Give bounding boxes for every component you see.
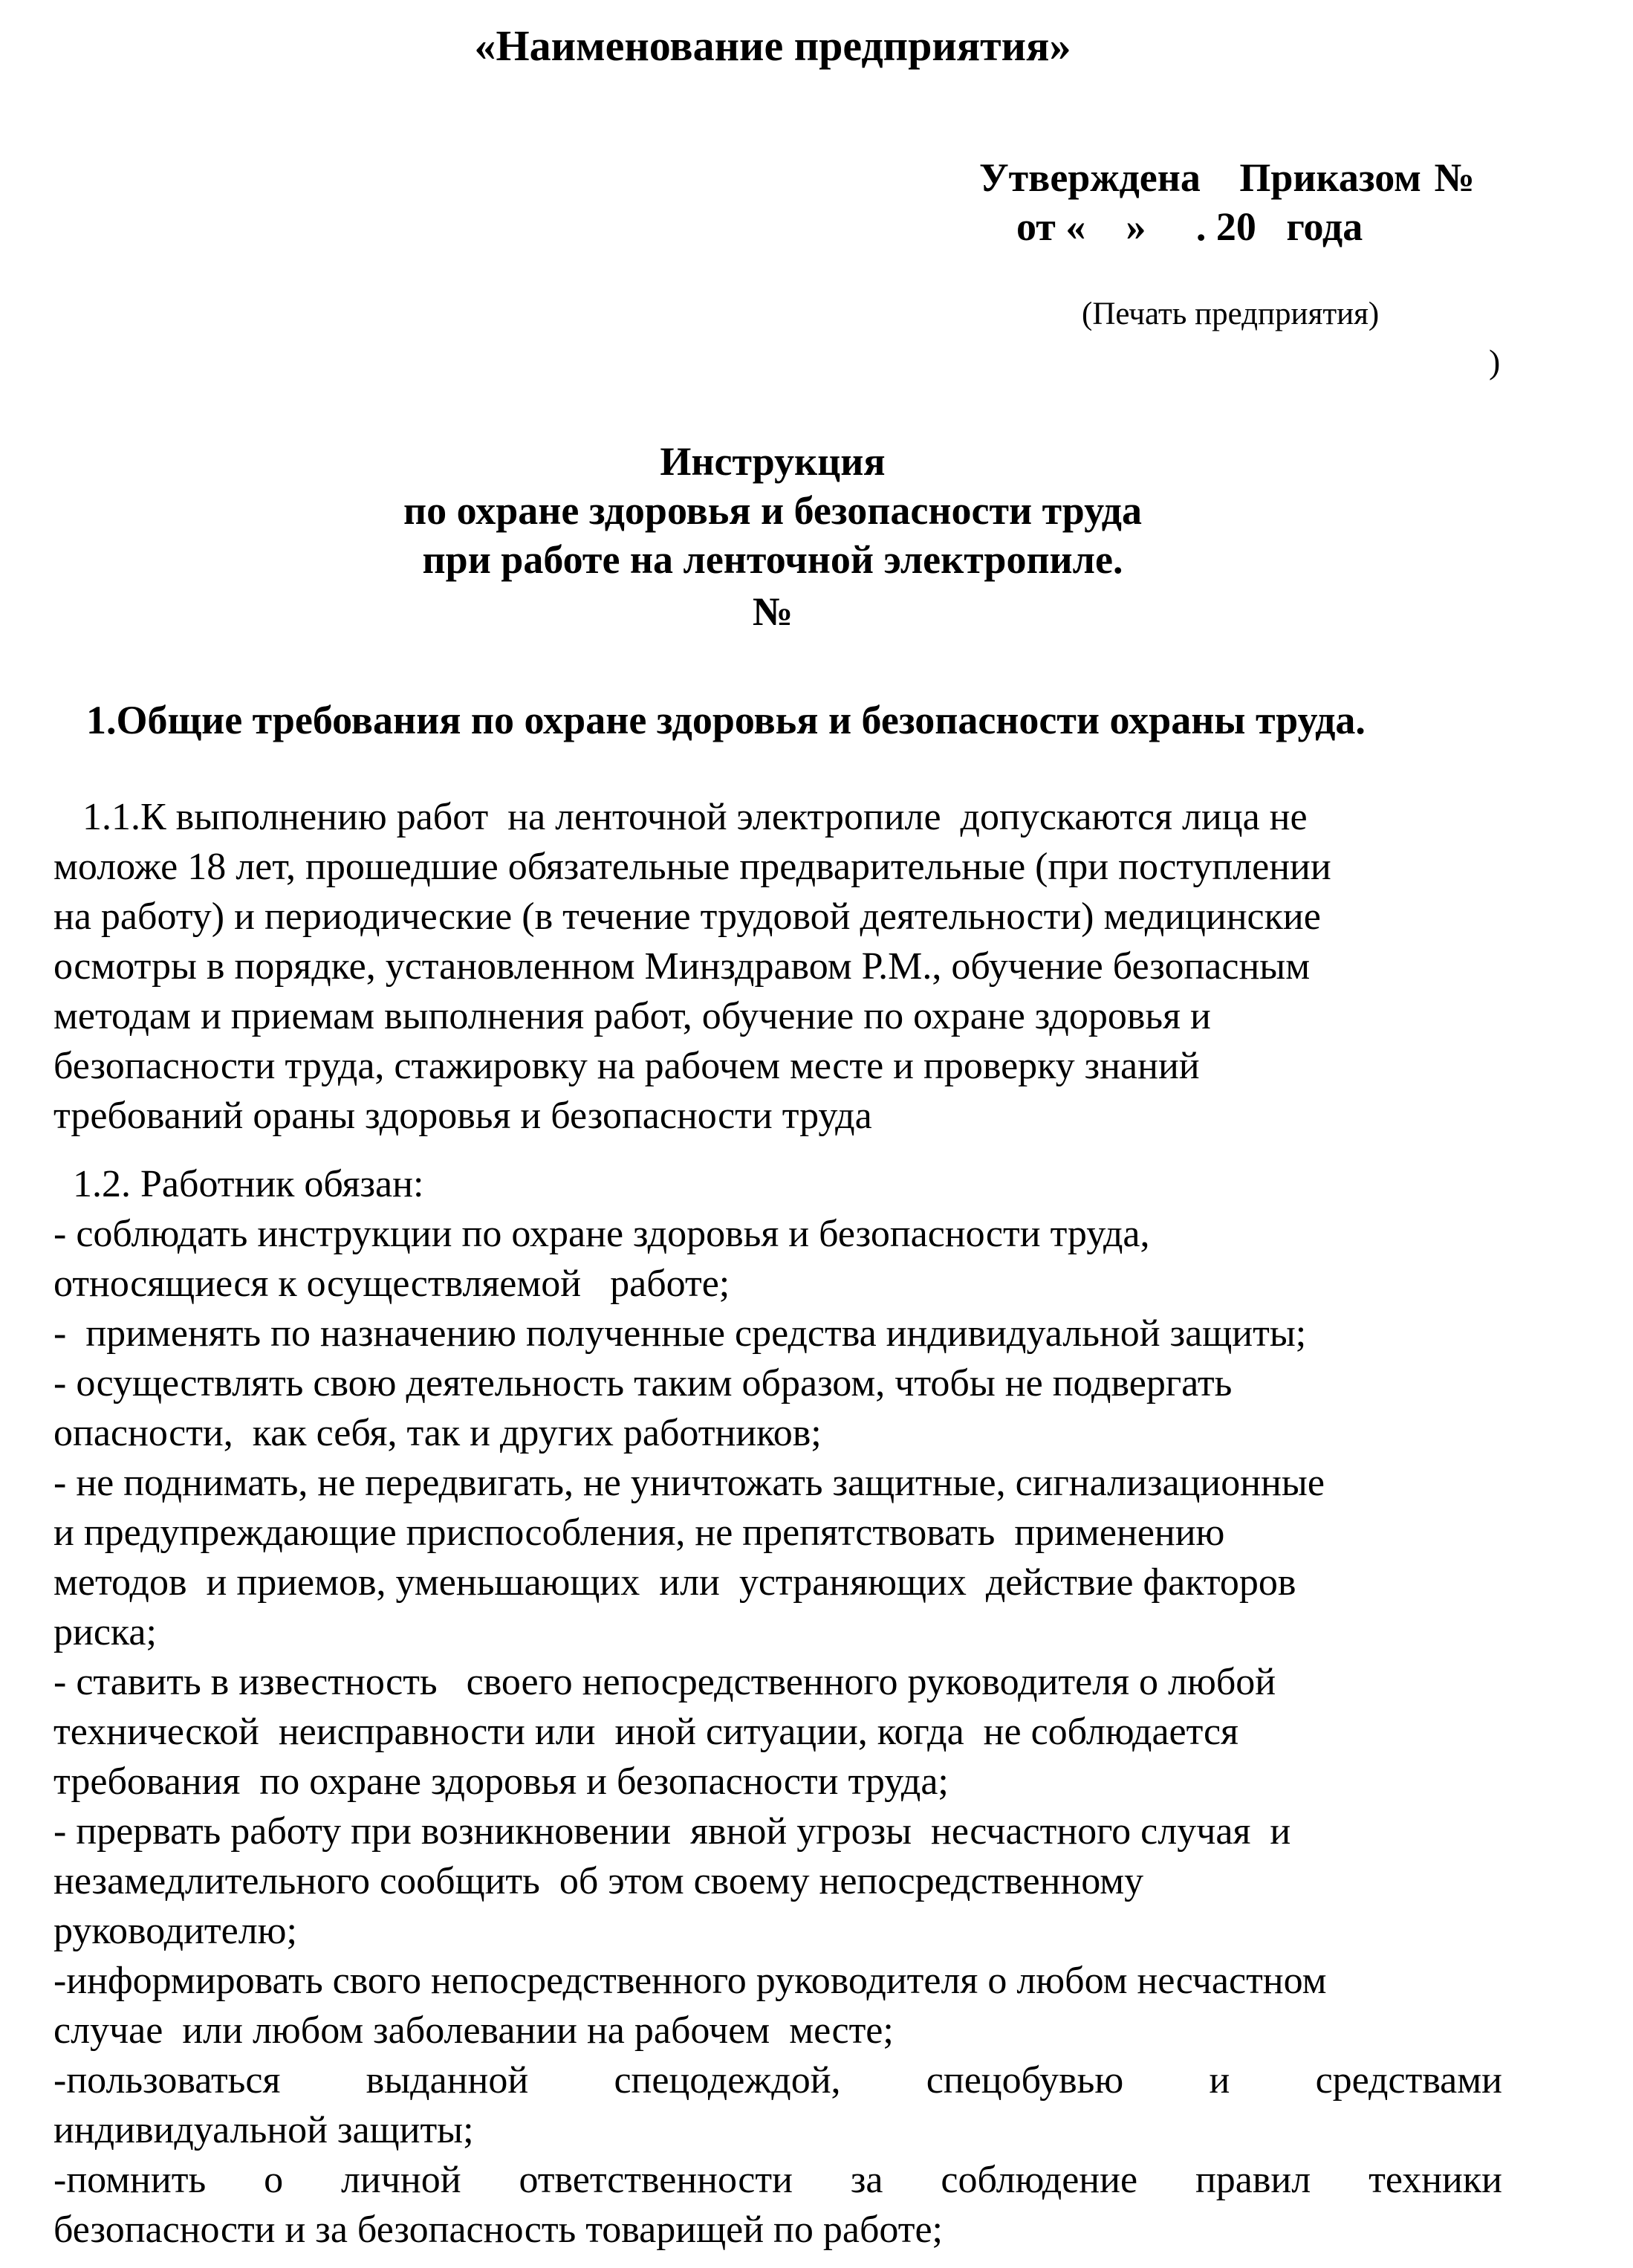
- word: соблюдение: [941, 2159, 1138, 2201]
- list-item-justified: [53, 2055, 1502, 2105]
- text-line: требования по охране здоровья и безопасности труда;: [53, 1760, 949, 1803]
- text-line: руководителю;: [53, 1910, 297, 1952]
- document-title: Инструкция: [660, 439, 886, 484]
- word: -помнить: [53, 2159, 207, 2201]
- approval-line-1: Утверждена Приказом №: [979, 155, 1475, 200]
- word: личной: [340, 2159, 461, 2201]
- text-line: индивидуальной защиты;: [53, 2109, 474, 2151]
- section-1-heading: 1.Общие требования по охране здоровья и безопасности охраны труда.: [86, 698, 1366, 742]
- stamp-placeholder: (Печать предприятия): [1082, 297, 1380, 331]
- text-line: 1.1.К выполнению работ на ленточной электропиле допускаются лица не: [53, 796, 1308, 838]
- organization-name: «Наименование предприятия»: [474, 22, 1071, 70]
- word: -пользоваться: [53, 2059, 281, 2102]
- text-line: технической неисправности или иной ситуации, когда не соблюдается: [53, 1711, 1238, 1753]
- list-item: - осуществлять свою деятельность таким образом, чтобы не подвергать: [53, 1362, 1233, 1404]
- list-item: - прервать работу при возникновении явной угрозы несчастного случая и: [53, 1810, 1291, 1853]
- word: спецодеждой,: [614, 2059, 841, 2102]
- text-line: требований ораны здоровья и безопасности труда: [53, 1095, 872, 1137]
- text-line: 1.2. Работник обязан:: [53, 1163, 424, 1205]
- text-line: методов и приемов, уменьшающих или устраняющих действие факторов: [53, 1561, 1296, 1604]
- text-line: на работу) и периодические (в течение трудовой деятельности) медицинские: [53, 895, 1321, 938]
- text-line: безопасности труда, стажировку на рабочем месте и проверку знаний: [53, 1045, 1200, 1087]
- text-line: случае или любом заболевании на рабочем месте;: [53, 2009, 894, 2052]
- list-item: - не поднимать, не передвигать, не уничтожать защитные, сигнализационные: [53, 1462, 1325, 1504]
- list-item: - ставить в известность своего непосредственного руководителя о любой: [53, 1661, 1276, 1703]
- document-subtitle-line-2: при работе на ленточной электропиле.: [422, 537, 1123, 582]
- text-line: моложе 18 лет, прошедшие обязательные предварительные (при поступлении: [53, 846, 1331, 888]
- word: выданной: [366, 2059, 529, 2102]
- word: и: [1209, 2059, 1230, 2102]
- text-line: осмотры в порядке, установленном Минздравом Р.М., обучение безопасным: [53, 945, 1311, 988]
- text-line: незамедлительного сообщить об этом своему непосредственному: [53, 1860, 1144, 1902]
- text-line: безопасности и за безопасность товарищей по работе;: [53, 2209, 943, 2251]
- approval-line-2: от « » . 20 года: [1016, 204, 1363, 249]
- word: о: [264, 2159, 284, 2201]
- document-number: №: [752, 589, 793, 634]
- closing-parenthesis: ): [1489, 343, 1501, 380]
- paragraph-1-1: [53, 792, 1502, 1141]
- text-line: относящиеся к осуществляемой работе;: [53, 1263, 730, 1305]
- document-subtitle-line-1: по охране здоровья и безопасности труда: [403, 488, 1143, 533]
- word: ответственности: [519, 2159, 793, 2201]
- word: спецобувью: [926, 2059, 1124, 2102]
- list-item-justified: [53, 2155, 1502, 2205]
- text-line: методам и приемам выполнения работ, обучение по охране здоровья и: [53, 995, 1211, 1037]
- text-line: и предупреждающие приспособления, не препятствовать применению: [53, 1512, 1225, 1554]
- word: за: [850, 2159, 883, 2201]
- word: техники: [1369, 2159, 1502, 2201]
- word: правил: [1195, 2159, 1311, 2201]
- word: средствами: [1315, 2059, 1502, 2102]
- list-item: -информировать свого непосредственного руководителя о любом несчастном: [53, 1960, 1327, 2002]
- text-line: опасности, как себя, так и других работников;: [53, 1412, 822, 1454]
- list-item: - применять по назначению полученные средства индивидуальной защиты;: [53, 1312, 1307, 1355]
- text-line: риска;: [53, 1611, 157, 1653]
- list-item: - соблюдать инструкции по охране здоровья и безопасности труда,: [53, 1213, 1150, 1255]
- paragraph-1-2: [53, 1159, 1502, 2255]
